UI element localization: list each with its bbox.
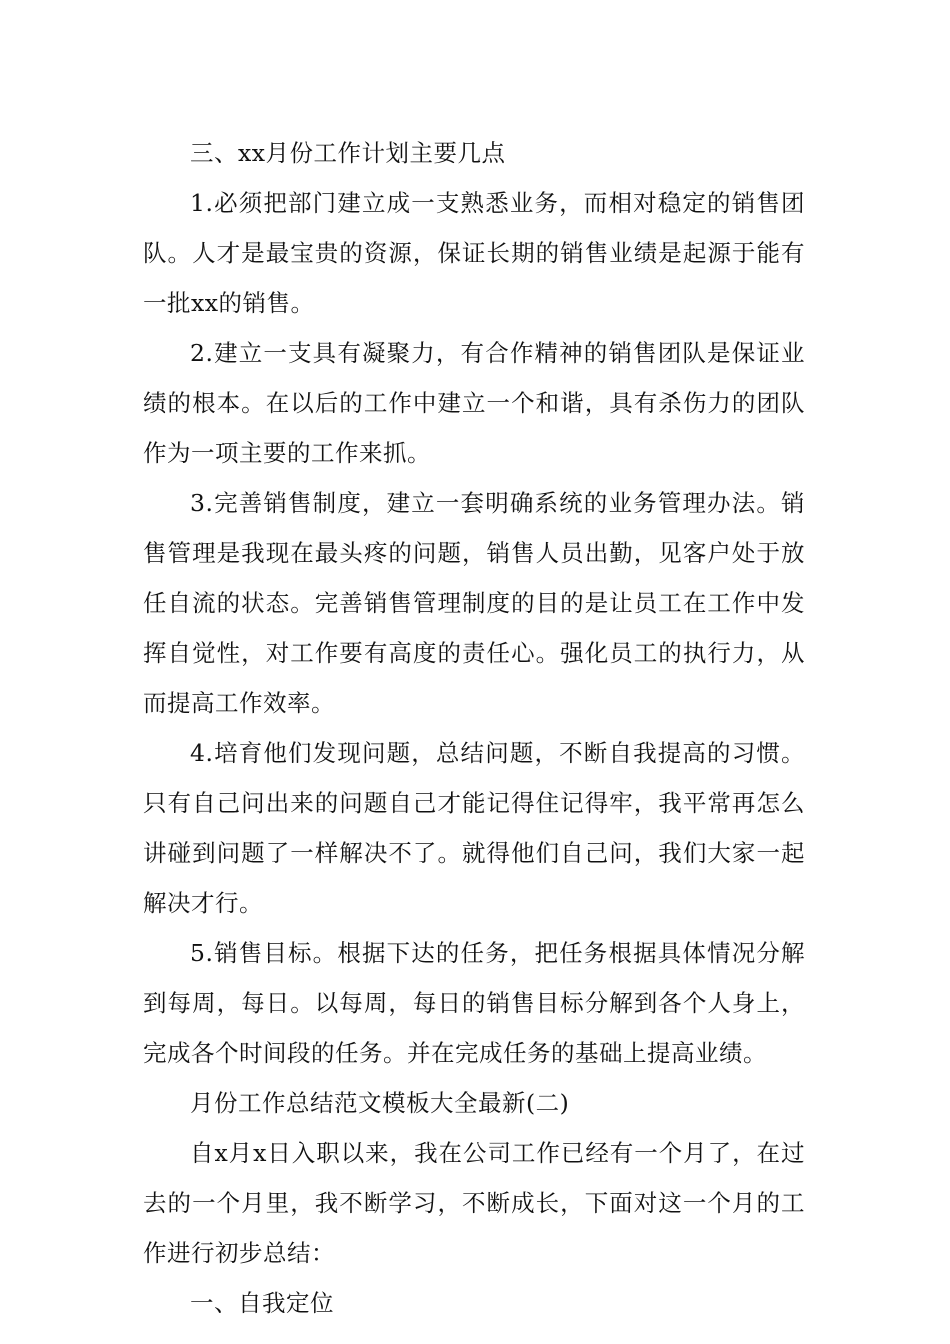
section-heading-plan: 三、xx月份工作计划主要几点 [190,139,506,167]
paragraph-intro: 自x月x日入职以来，我在公司工作已经有一个月了，在过去的一个月里，我不断学习，不断成长，下面对这一个月的工作进行初步总结： [143,1139,805,1267]
paragraph-1: 1.必须把部门建立成一支熟悉业务，而相对稳定的销售团队。人才是最宝贵的资源，保证长期的销售业绩是起源于能有一批xx的销售。 [143,189,805,317]
paragraph-5: 5.销售目标。根据下达的任务，把任务根据具体情况分解到每周，每日。以每周，每日的销售目标分解到各个人身上，完成各个时间段的任务。并在完成任务的基础上提高业绩。 [143,939,805,1067]
paragraph-3: 3.完善销售制度，建立一套明确系统的业务管理办法。销售管理是我现在最头疼的问题，销售人员出勤，见客户处于放任自流的状态。完善销售管理制度的目的是让员工在工作中发挥自觉性，对工作要有高度的责任心。强化员工的执行力，从而提高工作效率。 [143,489,805,717]
article-title-2: 月份工作总结范文模板大全最新(二) [190,1089,570,1117]
section-heading-self: 一、自我定位 [190,1289,334,1317]
document-body [143,128,805,1328]
paragraph-4: 4.培育他们发现问题，总结问题，不断自我提高的习惯。只有自己问出来的问题自己才能记得住记得牢，我平常再怎么讲碰到问题了一样解决不了。就得他们自己问，我们大家一起解决才行。 [143,739,805,917]
paragraph-2: 2.建立一支具有凝聚力，有合作精神的销售团队是保证业绩的根本。在以后的工作中建立一个和谐，具有杀伤力的团队作为一项主要的工作来抓。 [143,339,805,467]
